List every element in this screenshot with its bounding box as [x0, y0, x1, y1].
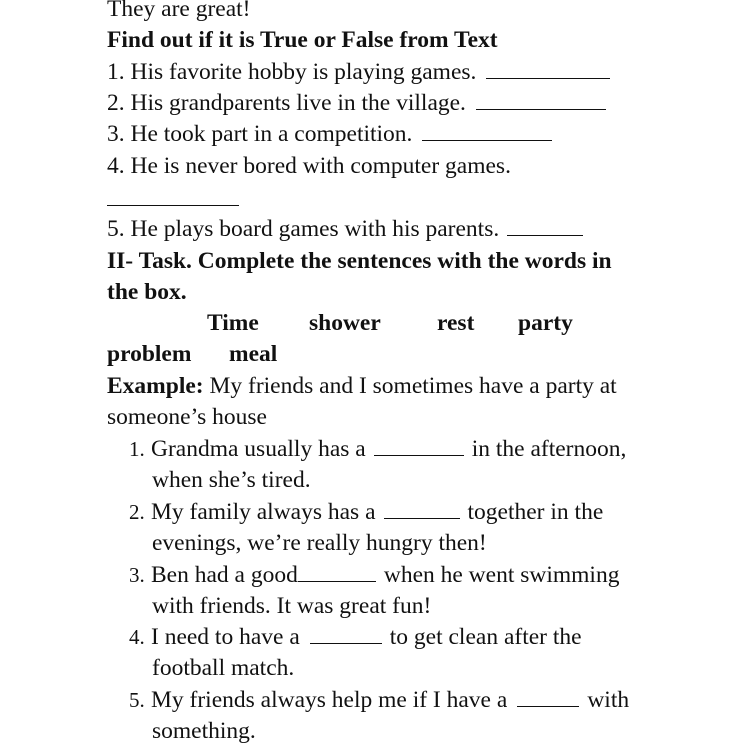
task2-item-4: [129, 622, 582, 652]
task2-item-1-after: in the afternoon,: [471, 436, 627, 462]
word-shower: shower: [309, 310, 381, 336]
tf-item-3: [107, 119, 552, 150]
task2-blank-4[interactable]: [310, 623, 382, 644]
task2-item-4-line2: football match.: [152, 655, 295, 681]
task2-item-3-number: 3.: [129, 563, 145, 587]
tf-answer-blank-3[interactable]: [422, 120, 552, 141]
word-meal: meal: [229, 341, 278, 367]
tf-item-3-text: 3. He took part in a competition.: [107, 121, 413, 147]
task2-item-2: [129, 497, 603, 527]
task2-blank-1[interactable]: [374, 435, 464, 456]
task2-item-2-after: together in the: [467, 499, 604, 525]
example-line2: someone’s house: [107, 404, 267, 430]
intro-tail-text: They are great!: [107, 0, 251, 22]
word-problem: problem: [107, 341, 192, 367]
task2-item-1: [129, 434, 626, 464]
task2-item-5-before: My friends always help me if I have a: [151, 687, 508, 713]
task2-item-2-before: My family always has a: [151, 499, 376, 525]
task2-item-4-before: I need to have a: [151, 624, 300, 650]
example-text-1: My friends and I sometimes have a party at: [203, 373, 617, 399]
tf-item-2-text: 2. His grandparents live in the village.: [107, 90, 466, 116]
tf-answer-blank-4[interactable]: [107, 205, 239, 206]
task2-item-5-after: with: [587, 687, 630, 713]
tf-item-5-text: 5. He plays board games with his parents.: [107, 216, 500, 242]
task2-item-1-line2: when she’s tired.: [152, 467, 311, 493]
task2-heading-line2: the box.: [107, 279, 187, 305]
tf-answer-blank-2[interactable]: [476, 89, 606, 110]
task2-item-2-line2: evenings, we’re really hungry then!: [152, 530, 487, 556]
example-line1: [107, 371, 617, 402]
tf-item-4: [107, 151, 511, 182]
task2-item-5-line2: something.: [152, 718, 256, 744]
word-party: party: [518, 310, 573, 336]
example-label: Example:: [107, 373, 204, 399]
task2-item-5: [129, 685, 629, 715]
tf-item-2: [107, 88, 606, 119]
task2-item-1-before: Grandma usually has a: [151, 436, 366, 462]
task2-blank-2[interactable]: [384, 498, 460, 519]
tf-answer-blank-1[interactable]: [486, 58, 610, 79]
task2-item-3-before: Ben had a good: [151, 562, 298, 588]
tf-item-1-text: 1. His favorite hobby is playing games.: [107, 59, 477, 85]
tf-item-1: [107, 57, 610, 88]
word-time: Time: [207, 310, 259, 336]
word-rest: rest: [437, 310, 475, 336]
task2-item-5-number: 5.: [129, 688, 145, 712]
task2-item-3-line2: with friends. It was great fun!: [152, 593, 432, 619]
tf-item-4-text: 4. He is never bored with computer games.: [107, 153, 511, 179]
task2-item-3-after: when he went swimming: [383, 562, 620, 588]
tf-answer-blank-5[interactable]: [507, 215, 583, 236]
task2-item-4-number: 4.: [129, 625, 145, 649]
task2-item-4-after: to get clean after the: [389, 624, 582, 650]
tf-heading: Find out if it is True or False from Text: [107, 27, 498, 53]
task2-item-2-number: 2.: [129, 500, 145, 524]
tf-item-5: [107, 214, 583, 245]
task2-item-3: [129, 560, 619, 590]
task2-heading-line1: II- Task. Complete the sentences with the words in: [107, 248, 612, 274]
task2-item-1-number: 1.: [129, 437, 145, 461]
task2-blank-5[interactable]: [517, 686, 579, 707]
task2-blank-3[interactable]: [298, 561, 376, 582]
